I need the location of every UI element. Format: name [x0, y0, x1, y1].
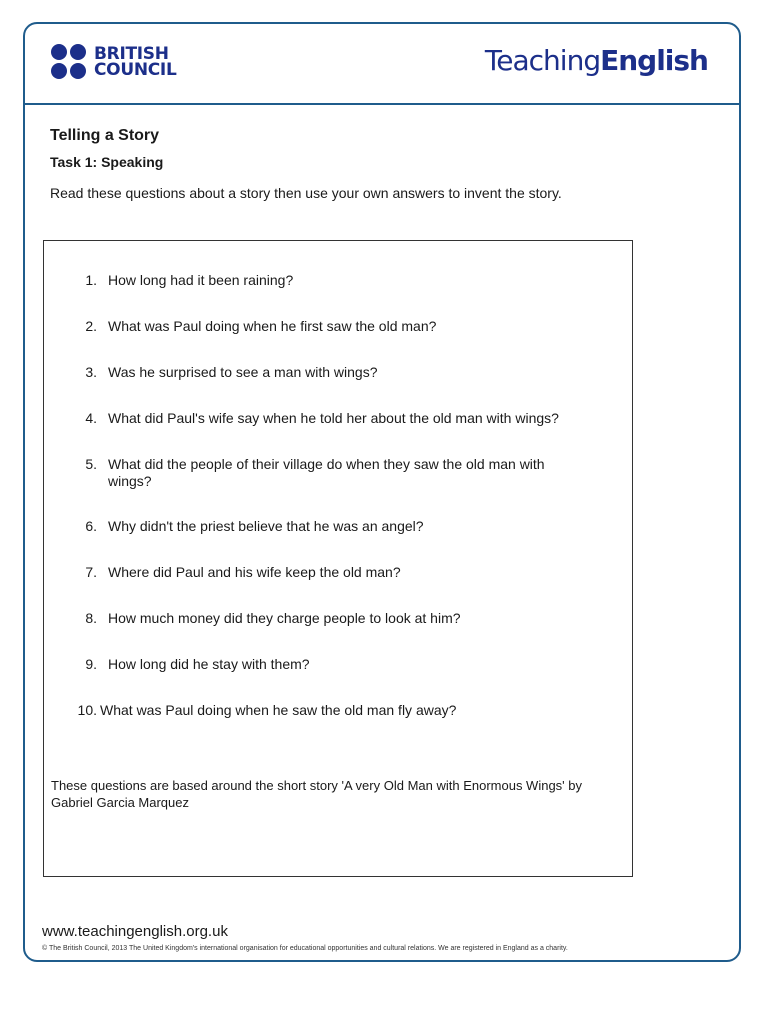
question-item: [44, 272, 604, 289]
footer-legal-text: © The British Council, 2013 The United Kingdom's international organisation for educational opportunities and cultural relations. We are registered in England as a charity.: [42, 945, 568, 952]
source-note: These questions are based around the short story 'A very Old Man with Enormous Wings' by Gabriel Garcia Marquez: [51, 778, 583, 810]
question-text: How long had it been raining?: [108, 272, 294, 288]
question-item: [44, 410, 604, 427]
british-council-logo: [51, 44, 177, 80]
teaching-english-logo-english: English: [600, 44, 708, 77]
question-item: [44, 656, 604, 673]
question-item: [44, 364, 604, 381]
question-text: Why didn't the priest believe that he was an angel?: [108, 518, 424, 534]
question-number: 3.: [85, 364, 97, 380]
question-number: 10.: [77, 702, 97, 718]
question-number: 5.: [85, 456, 97, 472]
british-council-line2: COUNCIL: [94, 60, 177, 80]
question-text: What was Paul doing when he saw the old man fly away?: [100, 702, 457, 718]
page-title: Telling a Story: [50, 127, 160, 144]
question-text: What was Paul doing when he first saw the old man?: [108, 318, 437, 334]
question-number: 9.: [85, 656, 97, 672]
questions-box: [43, 240, 633, 877]
british-council-dots-icon: [51, 44, 87, 80]
question-number: 4.: [85, 410, 97, 426]
footer-url-link[interactable]: www.teachingenglish.org.uk: [42, 923, 228, 940]
page-header: [25, 24, 739, 105]
question-item: [44, 610, 604, 627]
question-number: 1.: [85, 272, 97, 288]
question-text: What did Paul's wife say when he told her about the old man with wings?: [108, 410, 559, 426]
question-text: How much money did they charge people to look at him?: [108, 610, 461, 626]
page-frame: [23, 22, 741, 962]
question-number: 8.: [85, 610, 97, 626]
british-council-line1: BRITISH: [94, 44, 169, 64]
question-text: What did the people of their village do when they saw the old man with wings?: [108, 456, 545, 489]
intro-text: Read these questions about a story then use your own answers to invent the story.: [50, 185, 562, 201]
teaching-english-logo: [485, 44, 708, 77]
question-text: How long did he stay with them?: [108, 656, 310, 672]
teaching-english-logo-teaching: Teaching: [484, 44, 601, 77]
task-heading: Task 1: Speaking: [50, 154, 164, 170]
question-number: 7.: [85, 564, 97, 580]
question-item: [44, 456, 584, 490]
question-number: 6.: [85, 518, 97, 534]
british-council-wordmark: [94, 46, 177, 78]
question-item: [44, 518, 604, 535]
question-text: Was he surprised to see a man with wings?: [108, 364, 378, 380]
question-number: 2.: [85, 318, 97, 334]
question-item: [44, 702, 604, 719]
question-item: [44, 564, 604, 581]
question-item: [44, 318, 604, 335]
question-text: Where did Paul and his wife keep the old man?: [108, 564, 401, 580]
